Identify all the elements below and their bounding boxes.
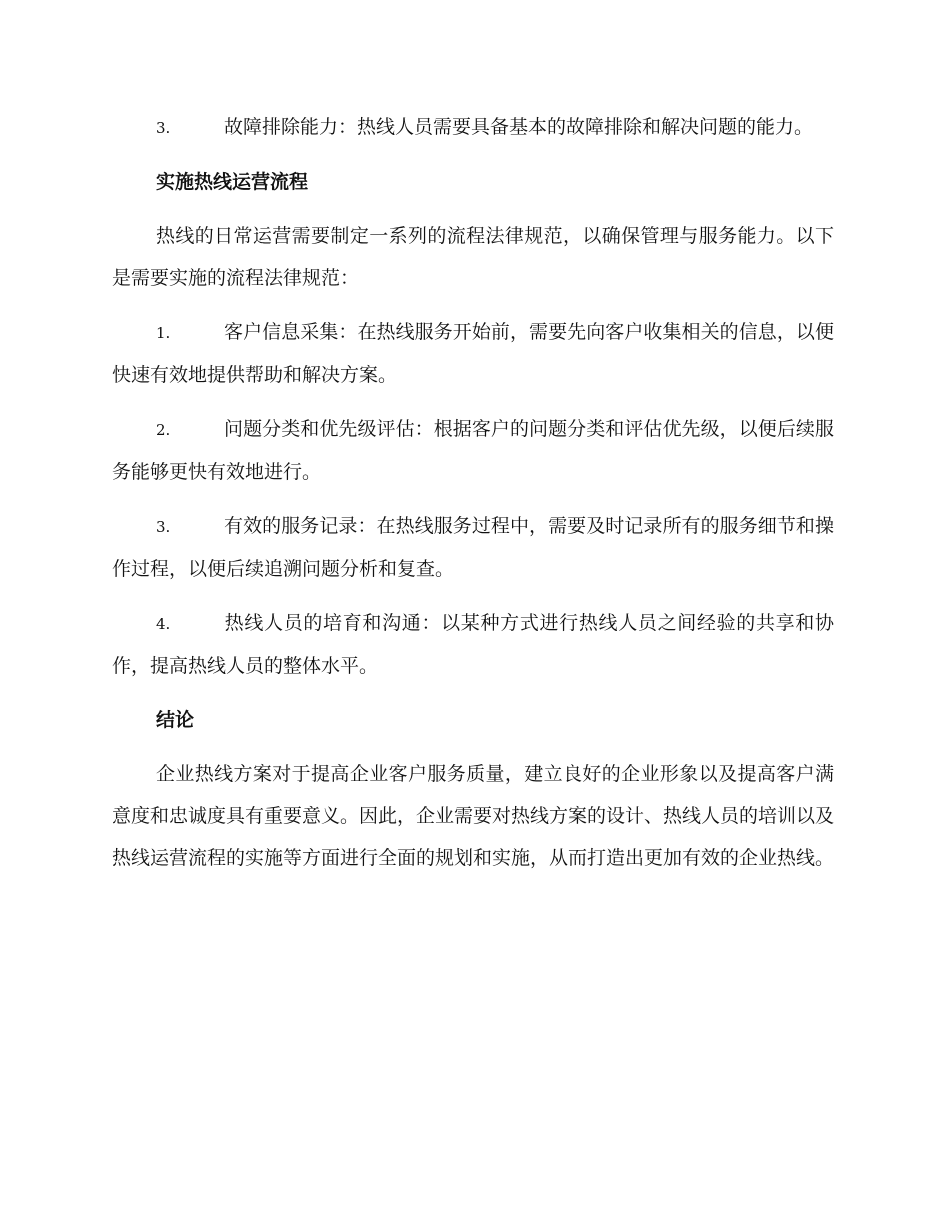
section-intro-paragraph: 热线的日常运营需要制定一系列的流程法律规范，以确保管理与服务能力。以下是需要实施的流程法律规范： xyxy=(112,225,834,289)
conclusion-paragraph: 企业热线方案对于提高企业客户服务质量，建立良好的企业形象以及提高客户满意度和忠诚度具有重要意义。因此，企业需要对热线方案的设计、热线人员的培训以及热线运营流程的实施等方面进行全面的规划和实施，从而打造出更加有效的企业热线。 xyxy=(112,763,835,869)
list-number: 2. xyxy=(156,421,171,439)
list-number: 4. xyxy=(156,615,171,633)
list-text: 故障排除能力：热线人员需要具备基本的故障排除和解决问题的能力。 xyxy=(224,116,814,138)
list-number: 1. xyxy=(156,324,171,342)
list-item xyxy=(112,106,834,149)
list-text: 热线人员的培育和沟通：以某种方式进行热线人员之间经验的共享和协作，提高热线人员的整体水平。 xyxy=(112,612,834,677)
document-body xyxy=(112,106,834,891)
list-item xyxy=(112,311,834,396)
list-text: 有效的服务记录：在热线服务过程中，需要及时记录所有的服务细节和操作过程，以便后续追溯问题分析和复查。 xyxy=(112,515,834,580)
list-item xyxy=(112,505,834,590)
section-heading-operations: 实施热线运营流程 xyxy=(156,171,309,193)
list-number: 3. xyxy=(156,119,171,137)
list-number: 3. xyxy=(156,518,171,536)
list-item xyxy=(112,602,834,687)
list-text: 问题分类和优先级评估：根据客户的问题分类和评估优先级，以便后续服务能够更快有效地进行。 xyxy=(112,418,834,483)
list-text: 客户信息采集：在热线服务开始前，需要先向客户收集相关的信息，以便快速有效地提供帮助和解决方案。 xyxy=(112,321,834,386)
list-item xyxy=(112,408,834,493)
section-heading-conclusion: 结论 xyxy=(156,709,195,731)
